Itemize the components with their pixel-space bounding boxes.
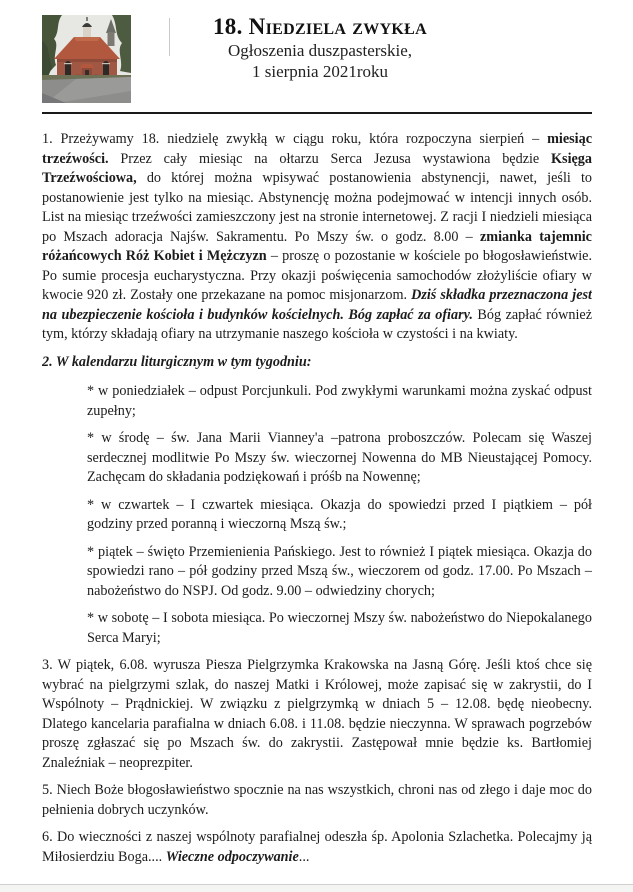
church-photo <box>42 15 131 103</box>
paragraph-1-sobriety-month <box>42 130 592 345</box>
subtitle-line-1: Ogłoszenia duszpasterskie, <box>227 41 413 60</box>
header-title-block <box>140 13 500 82</box>
page-bottom-edge <box>0 884 633 892</box>
bullet-wednesday <box>87 429 592 488</box>
text-segment: Księga Trzeźwościowa, <box>42 150 592 186</box>
text-segment: 5. Niech Boże błogosławieństwo spocznie na nas wszystkich, chroni nas od złego i daje moc do pełnienia dobrych uczynków. <box>42 782 592 818</box>
text-segment: Bóg zapłać również tym, którzy składają ofiary na utrzymanie naszego kościoła w czystości i na kwiaty. <box>42 306 592 342</box>
text-segment: * w poniedziałek – odpust Porcjunkuli. Pod zwykłymi warunkami można zyskać odpust zupełny; <box>87 383 592 419</box>
text-segment: Przez cały miesiąc na ołtarzu Serca Jezusa wystawiona będzie <box>108 150 552 167</box>
text-segment: 1. Przeżywamy 18. niedzielę zwykłą w ciągu roku, która rozpoczyna sierpień – <box>42 131 548 147</box>
paragraph-6-deceased <box>42 828 592 867</box>
announcements-body <box>42 130 592 884</box>
text-segment: * w sobotę – I sobota miesiąca. Po wieczornej Mszy św. nabożeństwo do Niepokalanego Serca Maryi; <box>87 610 592 646</box>
subtitle-line-2: 1 sierpnia 2021roku <box>252 62 388 81</box>
page-title: 18. Niedziela zwykła <box>212 14 427 39</box>
bullet-saturday <box>87 609 592 648</box>
text-segment: zmianka tajemnic różańcowych Róż Kobiet i Mężczyzn <box>42 228 592 264</box>
text-segment: * w czwartek – I czwartek miesiąca. Okazja do spowiedzi przed I piątkiem – pół godziny przed poranną i wieczorną Mszą św.; <box>87 496 592 532</box>
header-horizontal-rule <box>42 112 592 114</box>
church-photo-illustration <box>42 15 131 103</box>
text-segment: do której można wpisywać postanowienia abstynencji, nawet, jeśli to postanowienie jest tylko na miesiąc. Abstynencję można podejmować w intencji innych osób. List na miesiąc trzeźwości zamieszczony jest na stronie internetowej. Z racji I niedzieli miesiąca po Mszach adoracja Najśw. Sakramentu. Po Mszy św. o godz. 8.00 – <box>42 170 592 245</box>
text-segment: Dziś składka przeznaczona jest na ubezpieczenie kościoła i budynków kościelnych. Bóg zapłać za ofiary. <box>42 287 592 323</box>
text-segment: * piątek – święto Przemienienia Pańskiego. Jest to również I piątek miesiąca. Okazja do spowiedzi rano – pół godziny przed Mszą św., wieczorem od godz. 17.00. Po Mszach – nabożeństwo do NSPJ. Od godz. 9.00 – odwiedziny chorych; <box>87 543 592 599</box>
text-segment: 2. W kalendarzu liturgicznym w tym tygodniu: <box>42 353 312 370</box>
text-segment: * w środę – św. Jana Marii Vianney'a –patrona proboszczów. Polecam się Waszej serdecznej modlitwie Po Mszy św. wieczornej Nowenna do MB Nieustającej Pomocy. Zachęcam do składania podziękowań i próśb na Nowennę; <box>87 430 592 485</box>
paragraph-3-pilgrimage <box>42 656 592 773</box>
text-segment: ... <box>298 848 310 865</box>
text-segment: miesiąc trzeźwości. <box>42 131 592 167</box>
text-segment: 6. Do wieczności z naszej wspólnoty parafialnej odeszła śp. Apolonia Szlachetka. Polecajmy ją Miłosierdziu Boga.... <box>42 829 592 865</box>
bullet-monday <box>87 382 592 421</box>
section-2-heading <box>42 353 592 373</box>
text-segment: Wieczne odpoczywanie <box>165 848 299 865</box>
bullet-friday <box>87 543 592 602</box>
bullet-thursday <box>87 496 592 535</box>
text-segment: 3. W piątek, 6.08. wyrusza Piesza Pielgrzymka Krakowska na Jasną Górę. Jeśli ktoś chce się wybrać na pielgrzymi szlak, do naszej Matki i Królowej, może zapisać się w zakrystii, do I Wspólnoty – Prądnickiej. W związku z pielgrzymką w dniach 5 – 12.08. będę nieobecny. Dlatego kancelaria parafialna w dniach 6.08. i 11.08. będzie nieczynna. W sprawach pogrzebów proszę zgłaszać się po Mszach św. do zakrystii. Zastępował mnie będzie ks. Bartłomiej Znaleźniak – neoprezpiter. <box>42 657 592 771</box>
text-segment: – proszę o pozostanie w kościele po błogosławieństwie. Po sumie procesja eucharystyczna. Przy okazji poświęcenia samochodów złożyliście ofiary w kwocie 920 zł. Zostały one przekazane na pomoc misjonarzom. <box>42 248 592 303</box>
paragraph-5-blessing <box>42 781 592 820</box>
